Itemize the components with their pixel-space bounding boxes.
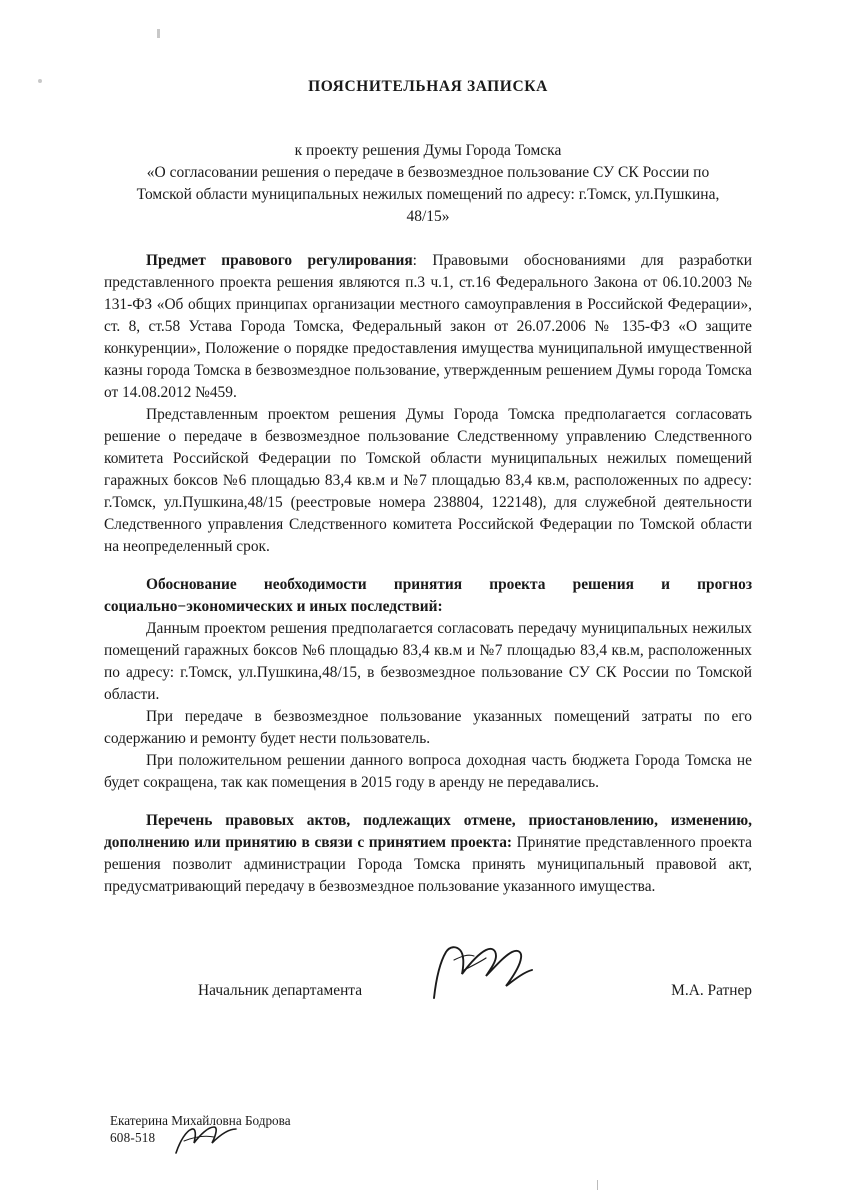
document-content [104, 78, 752, 1020]
paragraph-text-project: Представленным проектом решения Думы Города Томска предполагается согласовать решение о передаче в безвозмездное пользование Следственному управлению Следственного комитета Российской Федерации по Томской области муниципальных нежилых помещений гаражных боксов №6 площадью 83,4 кв.м и №7 площадью 83,4 кв.м, расположенных по адресу: г.Томск, ул.Пушкина,48/15 (реестровые номера 238804, 122148), для служебной деятельности Следственного управления Следственного комитета Российской Федерации по Томской области на неопределенный срок. [104, 406, 752, 556]
paragraph-rationale-2: При передаче в безвозмездное пользование указанных помещений затраты по его содержанию и ремонту будет нести пользователь. [104, 708, 752, 748]
paragraph-subject-of-regulation [104, 250, 752, 404]
paragraph-project-description [104, 404, 752, 558]
scan-artifact-2 [38, 79, 42, 83]
page-title: ПОЯСНИТЕЛЬНАЯ ЗАПИСКА [308, 78, 548, 95]
signatory-name: М.А. Ратнер [671, 982, 752, 1000]
signatory-position: Начальник департамента [198, 982, 363, 1000]
paragraph-lead-legal-acts: Перечень правовых актов, подлежащих отмене, приостановлению, изменению, дополнению или принятию в связи с принятием проекта: [104, 812, 752, 852]
paragraph-lead-subject: Предмет правового регулирования [146, 252, 413, 269]
signature-block [104, 950, 752, 1020]
scan-artifact-1 [157, 29, 160, 38]
handwritten-signature-icon [424, 940, 554, 1016]
executor-phone: 608-518 [110, 1130, 156, 1146]
subtitle-line-3: Томской области муниципальных нежилых помещений по адресу: г.Томск, ул.Пушкина, [136, 186, 720, 203]
scan-artifact-3 [597, 1180, 598, 1190]
paragraph-legal-acts-list [104, 810, 752, 898]
paragraph-rationale-3: При положительном решении данного вопроса доходная часть бюджета Города Томска не будет сокращена, так как помещения в 2015 году в аренду не передавались. [104, 752, 752, 792]
subtitle-line-1: к проекту решения Думы Города Томска [294, 142, 562, 159]
executor-name: Екатерина Михайловна Бодрова [110, 1113, 291, 1128]
paragraph-heading-rationale: Обоснование необходимости принятия проекта решения и прогноз социально−экономических и иных последствий: [104, 576, 752, 616]
subtitle-line-4: 48/15» [406, 208, 450, 225]
paragraph-text-subject: : Правовыми обоснованиями для разработки представленного проекта решения являются п.3 ч.1, ст.16 Федерального Закона от 06.10.2003 № 131-ФЗ «Об общих принципах организации местного самоуправления в Российской Федерации», ст. 8, ст.58 Устава Города Томска, Федеральный закон от 26.07.2006 № 135-ФЗ «О защите конкуренции», Положение о порядке предоставления имущества муниципальной имущественной казны города Томска в безвозмездное пользование, утвержденным решением Думы города Томска от 14.08.2012 №459. [104, 252, 752, 402]
subtitle-line-2: «О согласовании решения о передаче в безвозмездное пользование СУ СК России по [146, 164, 710, 181]
document-subtitle [104, 140, 752, 228]
footer-initials-signature-icon [170, 1125, 250, 1159]
paragraph-rationale-1: Данным проектом решения предполагается согласовать передачу муниципальных нежилых помещений гаражных боксов №6 площадью 83,4 кв.м и №7 площадью 83,4 кв.м, расположенных по адресу: г.Томск, ул.Пушкина,48/15, в безвозмездное пользование СУ СК России по Томской области. [104, 620, 752, 704]
paragraph-text-legal-acts: Принятие представленного проекта решения позволит администрации Города Томска принять муниципальный правовой акт, предусматривающий передачу в безвозмездное пользование указанного имущества. [104, 834, 752, 896]
